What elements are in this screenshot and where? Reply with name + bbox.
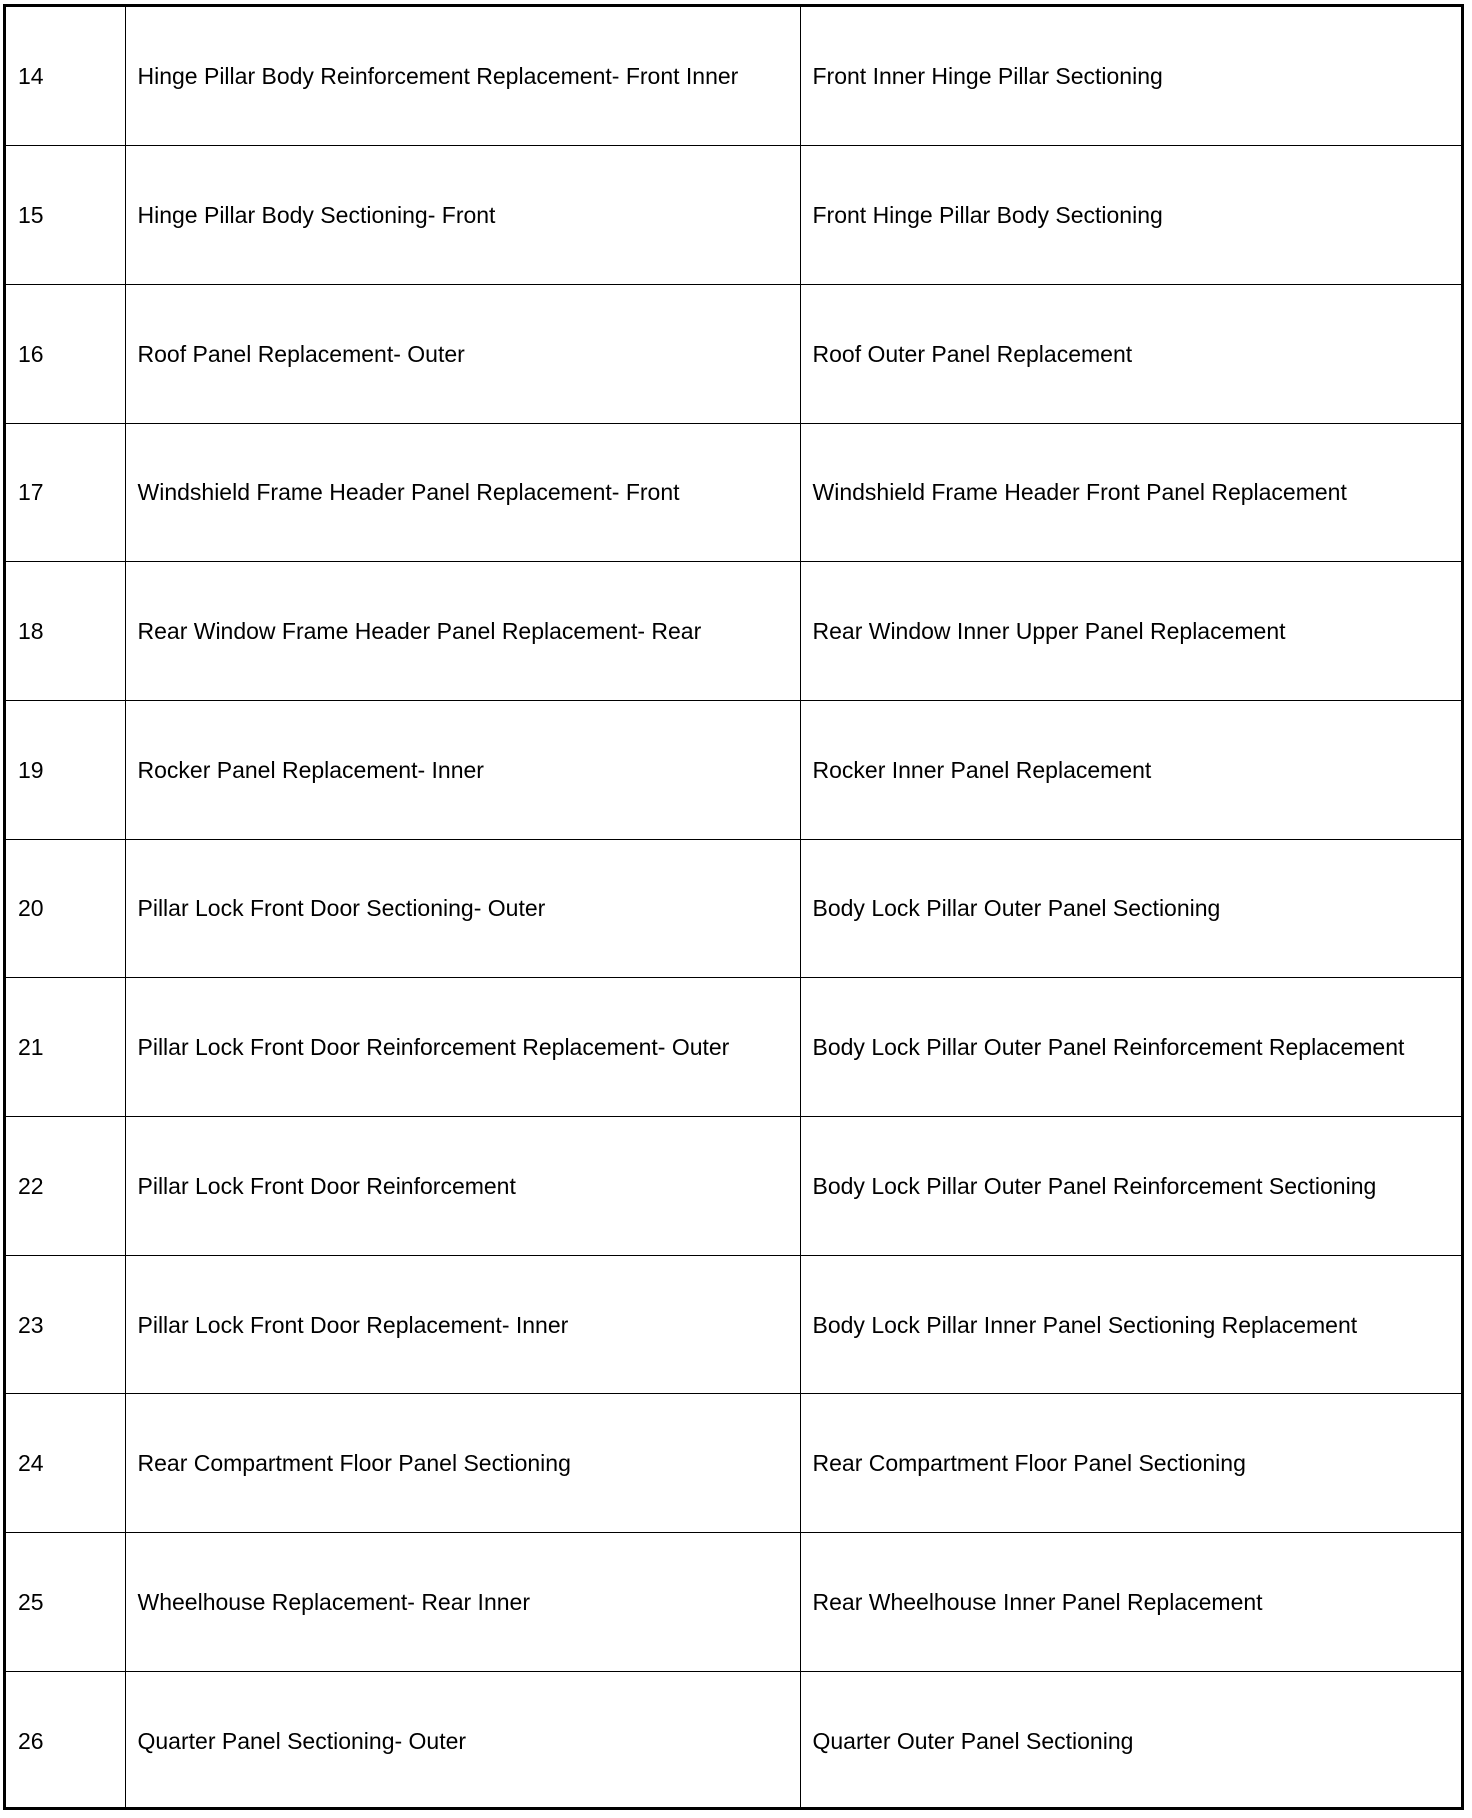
row-number: 17 <box>6 423 125 562</box>
row-number: 16 <box>6 284 125 423</box>
new-procedure-name: Body Lock Pillar Outer Panel Reinforcement Replacement <box>800 978 1461 1117</box>
row-number: 22 <box>6 1117 125 1256</box>
row-number: 26 <box>6 1671 125 1810</box>
old-procedure-name: Rear Window Frame Header Panel Replacement- Rear <box>125 562 800 701</box>
old-procedure-name: Pillar Lock Front Door Reinforcement Replacement- Outer <box>125 978 800 1117</box>
table-row <box>6 839 1461 978</box>
row-number: 25 <box>6 1533 125 1672</box>
row-number: 18 <box>6 562 125 701</box>
new-procedure-name: Rocker Inner Panel Replacement <box>800 700 1461 839</box>
table-row <box>6 1533 1461 1672</box>
row-number: 19 <box>6 700 125 839</box>
table-row <box>6 284 1461 423</box>
table-row <box>6 146 1461 285</box>
parts-table <box>6 7 1461 1810</box>
old-procedure-name: Hinge Pillar Body Sectioning- Front <box>125 146 800 285</box>
old-procedure-name: Pillar Lock Front Door Sectioning- Outer <box>125 839 800 978</box>
row-number: 24 <box>6 1394 125 1533</box>
old-procedure-name: Wheelhouse Replacement- Rear Inner <box>125 1533 800 1672</box>
new-procedure-name: Body Lock Pillar Inner Panel Sectioning Replacement <box>800 1255 1461 1394</box>
table-row <box>6 7 1461 146</box>
table-row <box>6 1117 1461 1256</box>
row-number: 20 <box>6 839 125 978</box>
table-row <box>6 1394 1461 1533</box>
table-body <box>6 7 1461 1810</box>
old-procedure-name: Roof Panel Replacement- Outer <box>125 284 800 423</box>
new-procedure-name: Body Lock Pillar Outer Panel Sectioning <box>800 839 1461 978</box>
row-number: 14 <box>6 7 125 146</box>
table-row <box>6 1671 1461 1810</box>
old-procedure-name: Rocker Panel Replacement- Inner <box>125 700 800 839</box>
new-procedure-name: Front Inner Hinge Pillar Sectioning <box>800 7 1461 146</box>
table-row <box>6 700 1461 839</box>
new-procedure-name: Windshield Frame Header Front Panel Replacement <box>800 423 1461 562</box>
row-number: 23 <box>6 1255 125 1394</box>
new-procedure-name: Quarter Outer Panel Sectioning <box>800 1671 1461 1810</box>
new-procedure-name: Rear Compartment Floor Panel Sectioning <box>800 1394 1461 1533</box>
table-row <box>6 562 1461 701</box>
row-number: 21 <box>6 978 125 1117</box>
new-procedure-name: Front Hinge Pillar Body Sectioning <box>800 146 1461 285</box>
table-row <box>6 423 1461 562</box>
old-procedure-name: Pillar Lock Front Door Replacement- Inner <box>125 1255 800 1394</box>
row-number: 15 <box>6 146 125 285</box>
new-procedure-name: Roof Outer Panel Replacement <box>800 284 1461 423</box>
old-procedure-name: Rear Compartment Floor Panel Sectioning <box>125 1394 800 1533</box>
old-procedure-name: Quarter Panel Sectioning- Outer <box>125 1671 800 1810</box>
table-row <box>6 1255 1461 1394</box>
old-procedure-name: Pillar Lock Front Door Reinforcement <box>125 1117 800 1256</box>
table-frame <box>3 4 1464 1810</box>
old-procedure-name: Windshield Frame Header Panel Replacement- Front <box>125 423 800 562</box>
table-row <box>6 978 1461 1117</box>
new-procedure-name: Rear Wheelhouse Inner Panel Replacement <box>800 1533 1461 1672</box>
new-procedure-name: Body Lock Pillar Outer Panel Reinforcement Sectioning <box>800 1117 1461 1256</box>
new-procedure-name: Rear Window Inner Upper Panel Replacement <box>800 562 1461 701</box>
old-procedure-name: Hinge Pillar Body Reinforcement Replacement- Front Inner <box>125 7 800 146</box>
